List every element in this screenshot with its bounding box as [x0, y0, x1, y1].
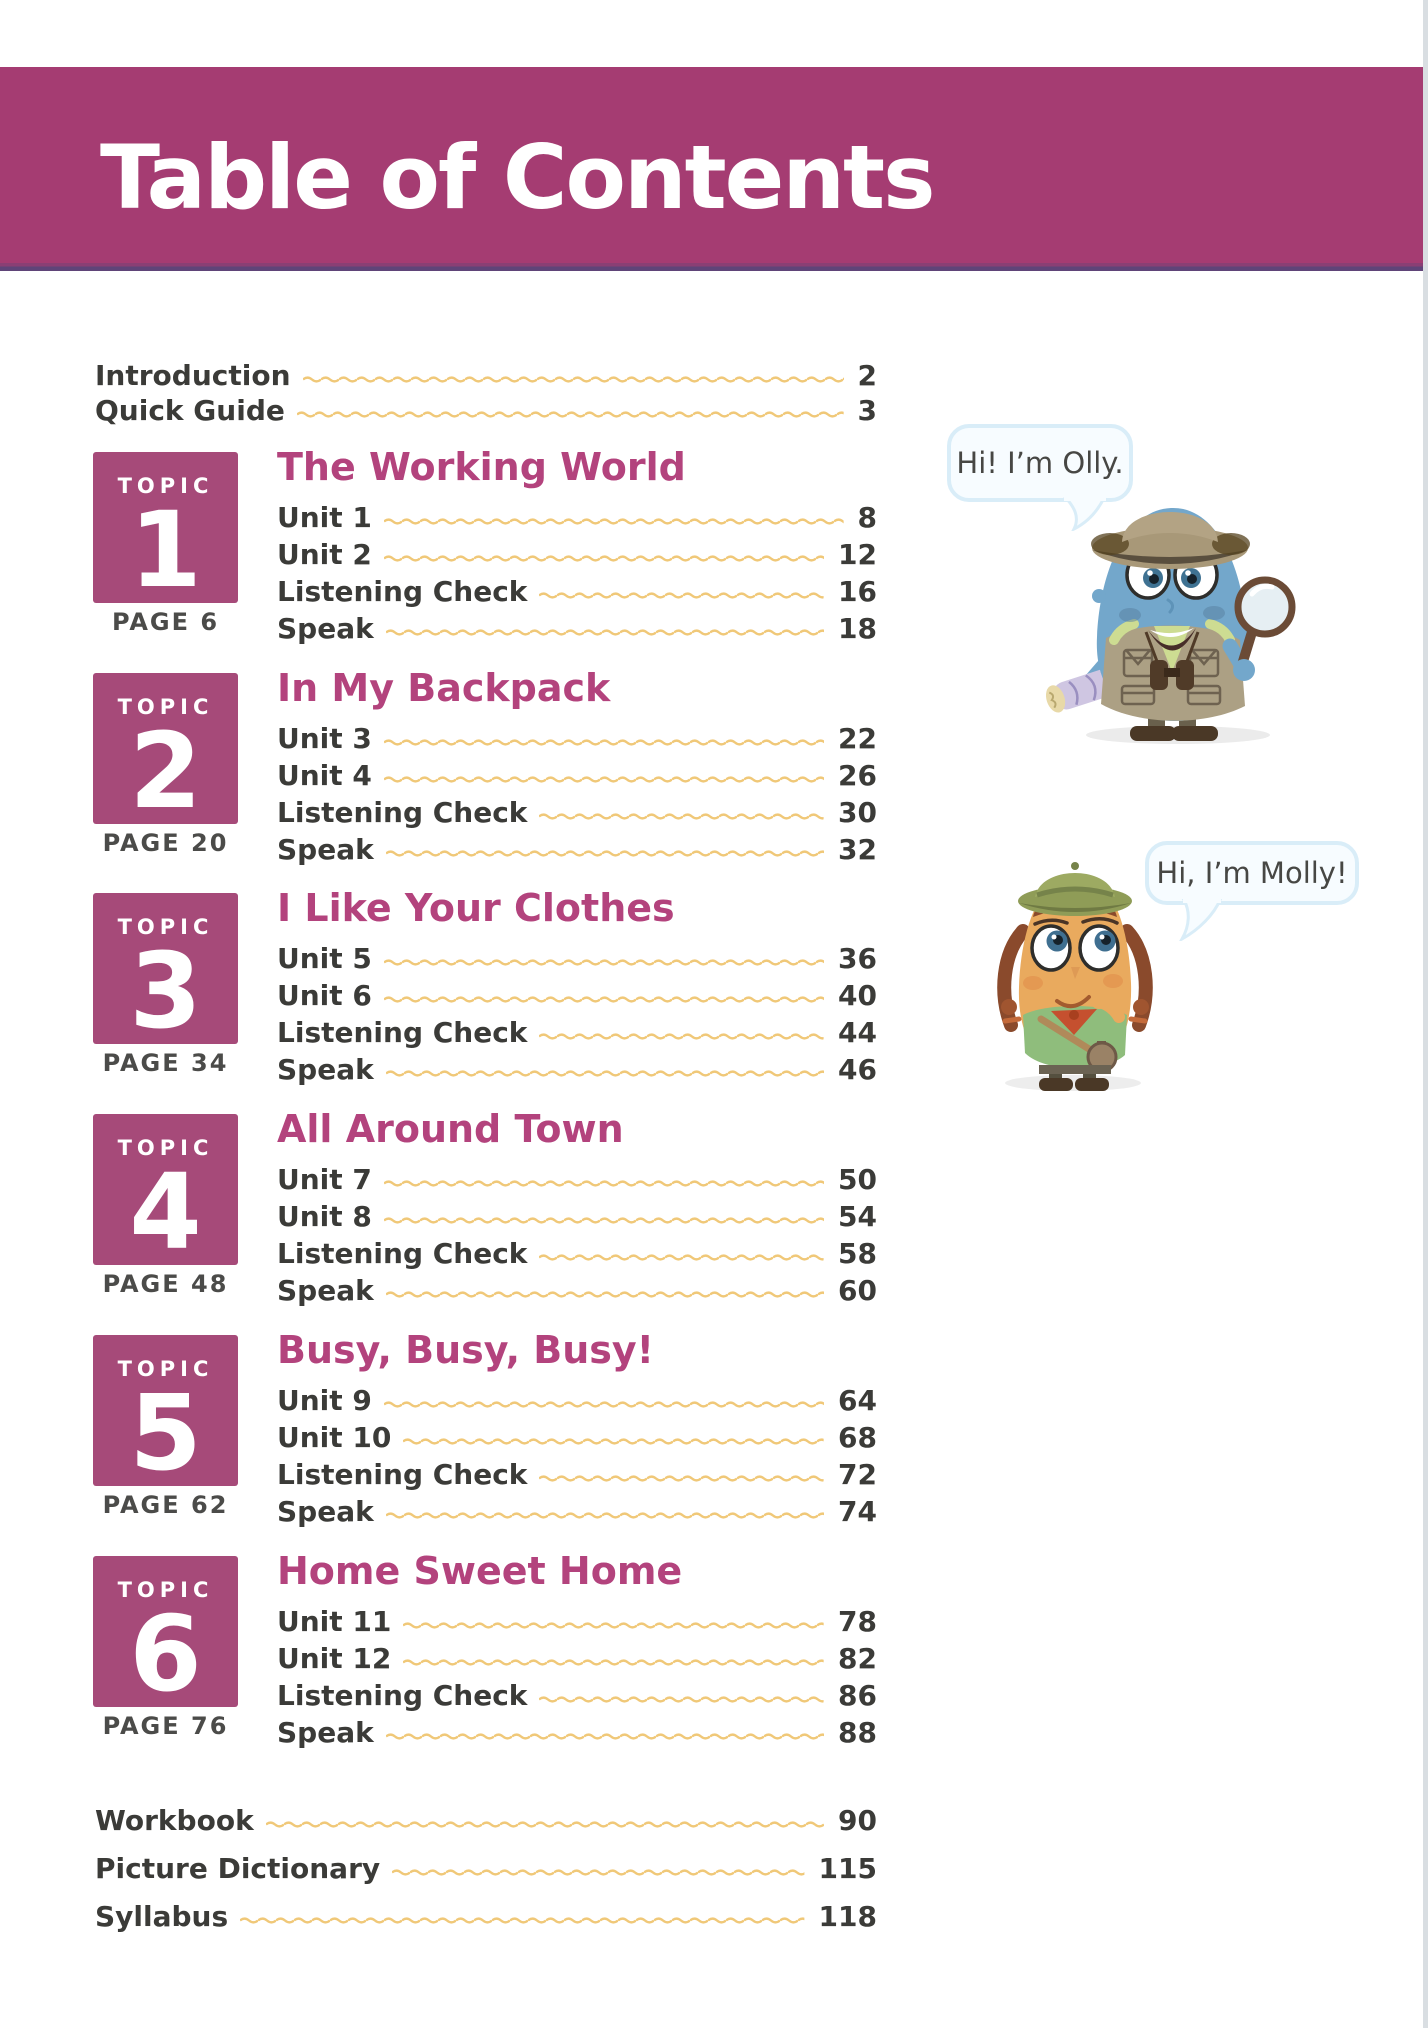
topic-badge — [93, 673, 238, 832]
toc-page-number: 68 — [838, 1421, 877, 1454]
molly-scout-hat — [1018, 862, 1132, 917]
toc-page-number: 90 — [838, 1804, 877, 1837]
wavy-leader — [539, 1032, 824, 1041]
magnifying-glass-icon — [1238, 580, 1292, 668]
wavy-leader — [403, 1437, 824, 1446]
topic-badge-word: TOPIC — [117, 1578, 214, 1602]
toc-row — [277, 1271, 877, 1308]
toc-entry-label: Unit 11 — [277, 1605, 392, 1638]
toc-row — [277, 1639, 877, 1676]
topic-badge-number: 2 — [129, 710, 202, 832]
topic-badge — [93, 1114, 238, 1273]
topic-block — [93, 445, 877, 673]
toc-page-number: 54 — [838, 1200, 877, 1233]
toc-page-number: 86 — [838, 1679, 877, 1712]
toc-entry-label: Listening Check — [277, 1237, 528, 1270]
olly-safari-hat — [1091, 512, 1250, 569]
front-matter-list — [95, 358, 877, 428]
toc-page-number: 72 — [838, 1458, 877, 1491]
wavy-leader — [539, 1253, 824, 1262]
toc-row — [95, 1838, 877, 1886]
toc-row — [277, 609, 877, 646]
molly-speech-bubble — [1145, 841, 1359, 905]
topic-page-label: PAGE 76 — [102, 1712, 229, 1740]
toc-row — [277, 1418, 877, 1455]
toc-page-number: 8 — [857, 501, 877, 534]
toc-page-number: 74 — [838, 1495, 877, 1528]
wavy-leader — [384, 1179, 824, 1188]
topic-title: The Working World — [277, 445, 686, 489]
topic-badge-number: 4 — [129, 1151, 202, 1273]
toc-page-number: 3 — [857, 394, 877, 427]
toc-row — [277, 939, 877, 976]
toc-entry-label: Quick Guide — [95, 394, 285, 427]
toc-page-number: 12 — [838, 538, 877, 571]
topic-badge-word: TOPIC — [117, 695, 214, 719]
topic-badge — [93, 893, 238, 1052]
toc-page-number: 32 — [838, 833, 877, 866]
toc-entry-label: Speak — [277, 612, 374, 645]
toc-row — [277, 1013, 877, 1050]
topic-title: Busy, Busy, Busy! — [277, 1328, 654, 1372]
toc-row — [277, 1455, 877, 1492]
toc-row — [277, 830, 877, 867]
wavy-leader — [386, 1290, 824, 1299]
toc-row — [277, 498, 877, 535]
toc-entry-label: Unit 2 — [277, 538, 372, 571]
toc-row — [277, 1160, 877, 1197]
toc-row — [277, 572, 877, 609]
toc-entry-label: Speak — [277, 1274, 374, 1307]
toc-page-number: 40 — [838, 979, 877, 1012]
toc-row — [95, 393, 877, 428]
toc-entry-label: Listening Check — [277, 1016, 528, 1049]
topic-badge-number: 5 — [129, 1372, 202, 1494]
toc-row — [277, 793, 877, 830]
toc-entry-label: Unit 1 — [277, 501, 372, 534]
topic-badge-number: 6 — [129, 1593, 202, 1715]
toc-entry-label: Listening Check — [277, 1458, 528, 1491]
wavy-leader — [539, 591, 824, 600]
topic-page-label: PAGE 6 — [111, 608, 220, 636]
wavy-leader — [403, 1621, 824, 1630]
toc-entry-label: Workbook — [95, 1804, 254, 1837]
back-matter-list — [95, 1790, 877, 1934]
toc-page-number: 36 — [838, 942, 877, 975]
wavy-leader — [386, 1069, 824, 1078]
toc-page-number: 115 — [818, 1852, 877, 1885]
toc-row — [95, 1790, 877, 1838]
toc-entry-label: Unit 8 — [277, 1200, 372, 1233]
toc-page-number: 16 — [838, 575, 877, 608]
toc-entry-label: Unit 5 — [277, 942, 372, 975]
toc-page-number: 60 — [838, 1274, 877, 1307]
toc-page-number: 78 — [838, 1605, 877, 1638]
topic-page-label: PAGE 48 — [102, 1270, 229, 1298]
toc-row — [277, 1234, 877, 1271]
toc-entry-label: Speak — [277, 1495, 374, 1528]
toc-entry-label: Unit 6 — [277, 979, 372, 1012]
wavy-leader — [384, 958, 824, 967]
scan-edge-artifact — [1423, 0, 1428, 2028]
topic-title: Home Sweet Home — [277, 1549, 683, 1593]
wavy-leader — [384, 775, 824, 784]
toc-entry-label: Unit 10 — [277, 1421, 392, 1454]
toc-page-number: 118 — [818, 1900, 877, 1933]
wavy-leader — [384, 554, 824, 563]
toc-page-number: 50 — [838, 1163, 877, 1196]
wavy-leader — [384, 1400, 824, 1409]
olly-illustration — [1038, 474, 1302, 746]
topic-badge — [93, 1556, 238, 1715]
topic-badge-word: TOPIC — [117, 474, 214, 498]
olly-ear — [1092, 589, 1106, 603]
toc-entry-label: Unit 3 — [277, 722, 372, 755]
toc-row — [277, 535, 877, 572]
topic-block — [93, 886, 877, 1114]
toc-page-number: 26 — [838, 759, 877, 792]
topic-badge-word: TOPIC — [117, 915, 214, 939]
title-banner-shadow-edge — [0, 263, 1428, 271]
toc-row — [277, 1713, 877, 1750]
toc-row — [277, 1197, 877, 1234]
toc-page-number: 30 — [838, 796, 877, 829]
toc-row — [277, 1676, 877, 1713]
wavy-leader — [386, 628, 824, 637]
toc-page-number: 88 — [838, 1716, 877, 1749]
wavy-leader — [240, 1916, 804, 1925]
topic-title: I Like Your Clothes — [277, 886, 675, 930]
wavy-leader — [303, 375, 844, 384]
toc-entry-label: Introduction — [95, 359, 291, 392]
toc-row — [277, 719, 877, 756]
toc-entry-label: Syllabus — [95, 1900, 229, 1933]
wavy-leader — [386, 849, 824, 858]
toc-page-number: 2 — [857, 359, 877, 392]
wavy-leader — [539, 1474, 824, 1483]
topic-block — [93, 1328, 877, 1556]
toc-entry-label: Unit 7 — [277, 1163, 372, 1196]
toc-entry-label: Speak — [277, 1716, 374, 1749]
toc-entry-label: Picture Dictionary — [95, 1852, 381, 1885]
wavy-leader — [403, 1658, 824, 1667]
speech-bubble-text: Hi! I’m Olly. — [956, 446, 1124, 480]
molly-speech-bubble-tail — [1178, 899, 1228, 941]
toc-page-number: 58 — [838, 1237, 877, 1270]
toc-entry-label: Unit 12 — [277, 1642, 392, 1675]
topic-block — [93, 1107, 877, 1335]
wavy-leader — [297, 410, 844, 419]
toc-page-number: 22 — [838, 722, 877, 755]
toc-entry-label: Speak — [277, 1053, 374, 1086]
toc-entry-label: Speak — [277, 833, 374, 866]
toc-page-number: 18 — [838, 612, 877, 645]
topic-page-label: PAGE 20 — [102, 829, 229, 857]
wavy-leader — [384, 995, 824, 1004]
wavy-leader — [384, 738, 824, 747]
topic-page-label: PAGE 62 — [102, 1491, 229, 1519]
toc-entry-label: Listening Check — [277, 575, 528, 608]
toc-row — [277, 976, 877, 1013]
toc-row — [277, 1602, 877, 1639]
topic-badge-number: 3 — [129, 930, 202, 1052]
wavy-leader — [539, 1695, 824, 1704]
toc-row — [95, 358, 877, 393]
wavy-leader — [539, 812, 824, 821]
topic-badge-number: 1 — [129, 489, 202, 611]
toc-row — [277, 1050, 877, 1087]
toc-page-number: 64 — [838, 1384, 877, 1417]
toc-page-number: 44 — [838, 1016, 877, 1049]
molly-illustration — [985, 845, 1165, 1095]
topic-title: In My Backpack — [277, 666, 611, 710]
topic-title: All Around Town — [277, 1107, 624, 1151]
toc-entry-label: Unit 9 — [277, 1384, 372, 1417]
wavy-leader — [386, 1511, 824, 1520]
toc-entry-label: Listening Check — [277, 796, 528, 829]
toc-row — [277, 756, 877, 793]
topic-block — [93, 1549, 877, 1777]
wavy-leader — [384, 1216, 824, 1225]
wavy-leader — [386, 1732, 824, 1741]
wavy-leader — [266, 1820, 824, 1829]
page-title: Table of Contents — [100, 126, 934, 229]
speech-bubble-text: Hi, I’m Molly! — [1156, 856, 1348, 890]
topic-page-label: PAGE 34 — [102, 1049, 229, 1077]
toc-row — [277, 1381, 877, 1418]
toc-page-number: 46 — [838, 1053, 877, 1086]
topic-badge — [93, 1335, 238, 1494]
topic-badge-word: TOPIC — [117, 1357, 214, 1381]
wavy-leader — [392, 1868, 804, 1877]
wavy-leader — [384, 517, 844, 526]
toc-row — [277, 1492, 877, 1529]
toc-entry-label: Unit 4 — [277, 759, 372, 792]
topic-badge — [93, 452, 238, 611]
topic-block — [93, 666, 877, 894]
topic-badge-word: TOPIC — [117, 1136, 214, 1160]
toc-entry-label: Listening Check — [277, 1679, 528, 1712]
toc-row — [95, 1886, 877, 1934]
toc-page-number: 82 — [838, 1642, 877, 1675]
